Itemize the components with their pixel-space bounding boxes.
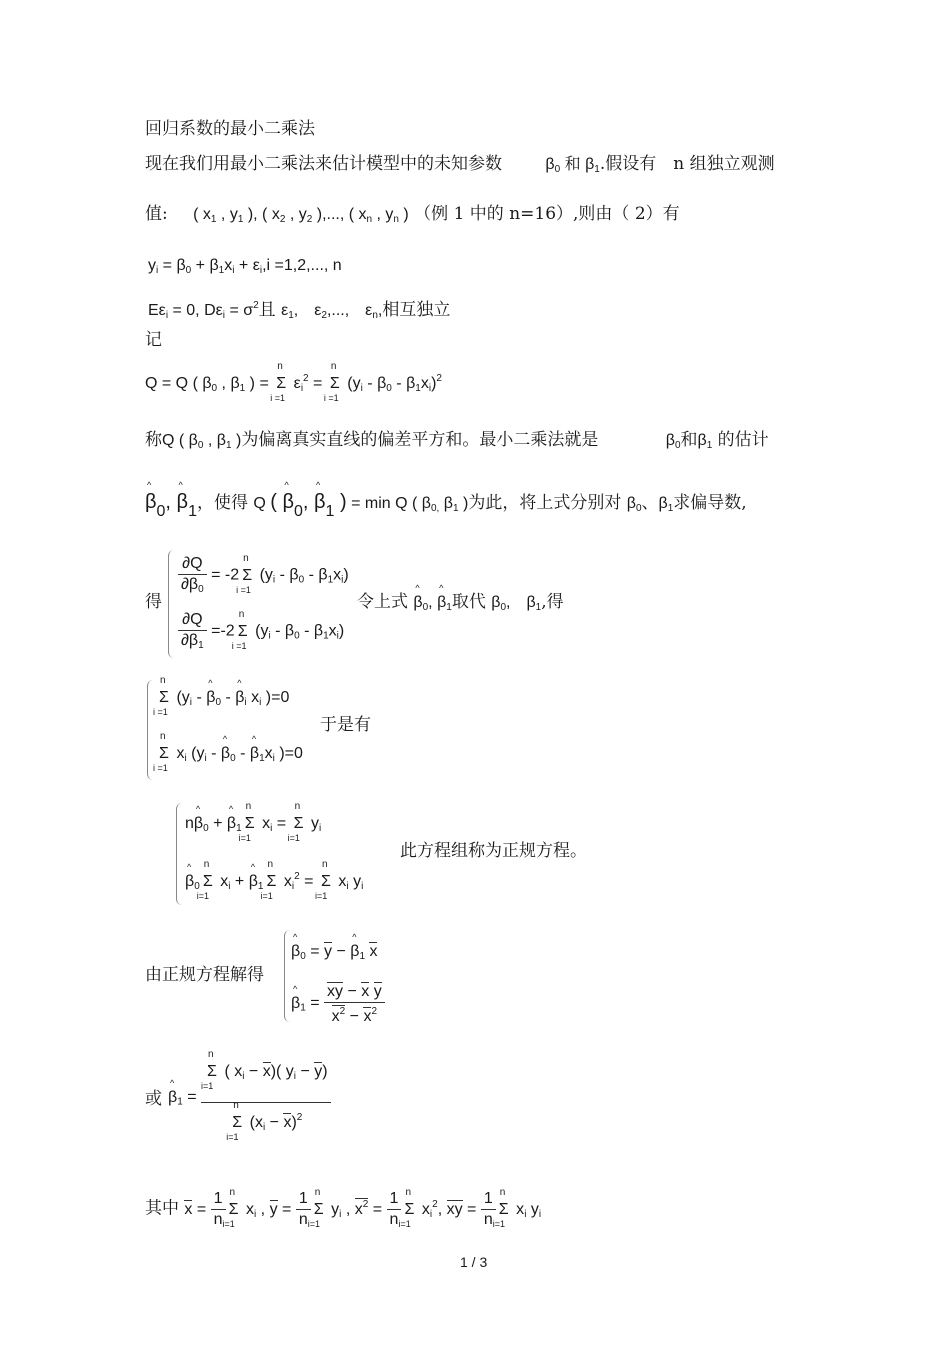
substitute-line: 令上式 ^ β0, ^ β1取代 β0, β1,得 — [357, 594, 564, 613]
q-definition: Q = Q ( β0 , β1 ) = n Σ i =1 $\varepsilon i^2$ = n Σ i =1 (yi - β0 - β1xi)$^2$ — [145, 361, 442, 403]
normal-eq-caption: 此方程组称为正规方程。 — [400, 841, 587, 861]
normal-eq1: n^ β0 + ^ β1 n Σ i=1 xi = n Σ i=1 yi — [185, 816, 321, 834]
normal-eq2: ^ β0 n Σ i=1 xi + ^ β1 n Σ i=1 $xi^2$ = n Σ i=1 xi yi — [185, 872, 363, 892]
intro-tail: .假设有 n 组独立观测 — [599, 154, 775, 174]
independent-text: 相互独立 — [382, 300, 451, 320]
beta1-alt: ^ β1 = n Σ i=1 ( xi − x)( yi − y) n Σ i=1 (xi − x)$^2$ — [168, 1062, 331, 1133]
zero-eq1: n Σ i =1 (yi - ^ β0 - ^ βi xi )=0 — [156, 690, 289, 708]
qudai-text: 取代 — [451, 592, 486, 612]
beta0-solution: ^ β0 = y − ^ β1 x — [291, 942, 377, 962]
model-index: ,i =1,2,..., n — [262, 257, 342, 274]
deviation-line: 称Q ( β0 , β1 )为偏离真实直线的偏差平方和。最小二乘法就是 β0和β1 的估计 — [145, 430, 769, 451]
definitions-line: 其中 x = $\frac{1}{n}$ n Σ i=1 xi , y = $\frac{1}{n}$ n Σ i=1 yi , $x^2$ = $\frac{1}{n}$ n Σ i=1 $xi^2$, xy = $\frac{1}{n}$ n Σ i=1 xi yi — [145, 1186, 542, 1229]
observations-formula: ( x1 , y1 ), ( x2 , y2 ),..., ( xn , yn ) — [193, 206, 409, 225]
jiede-text: 由正规方程解得 — [145, 965, 264, 985]
beta1-solution: ^ β1 = $\frac{\text{xy − x y}}{x^2 - x^2}$ — [291, 982, 385, 1025]
de2-text: ,得 — [541, 592, 564, 612]
huo-text: 或 — [145, 1089, 162, 1109]
yushi-text: 于是有 — [320, 715, 371, 735]
qizhong-text: 其中 — [145, 1198, 179, 1219]
ji-text: 记 — [145, 330, 162, 350]
observations-label: 值: — [145, 204, 168, 224]
cheng-text: 称 — [145, 430, 162, 450]
page-number: 1 / 3 — [460, 1254, 488, 1270]
cheng-mid-text: 为偏离真实直线的偏差平方和。最小二乘法就是 — [241, 430, 599, 450]
de-label: 得 — [145, 592, 162, 612]
observations-tail: （例 1 中的 n=16）,则由（ 2）有 — [414, 204, 680, 224]
weici-text: 为此，将上式分别对 — [468, 493, 622, 513]
error-assumptions: Eεi = 0, $D\varepsilon i = \sigma^2$且 ε1, ε2,..., εn,相互独立 — [148, 300, 451, 321]
model-equation: yi = β0 + β1xi + εi,i =1,2,..., n — [148, 257, 342, 276]
shide-text: ，使得 — [196, 493, 248, 513]
intro-text: 现在我们用最小二乘法来估计模型中的未知参数 — [145, 154, 502, 174]
cheng-tail-text: 的估计 — [717, 430, 769, 450]
lingshang-text: 令上式 — [357, 592, 408, 612]
estimator-line: ^ $\beta_0$, ^ $\beta_1$，使得 Q ( ^ $\beta_0$, ^ $\beta_1$ ) = min Q ( β0, β1 )为此，将上式分别对 β0、β1求偏导数, — [145, 492, 747, 520]
partial-beta0: $\frac{\partial Q}{\partial\beta 0}$ = -2 n Σ i =1 (yi - β0 - β1xi) — [178, 556, 349, 595]
observations-line — [145, 206, 680, 225]
intro-line — [145, 156, 775, 175]
zero-eq2: n Σ i =1 xi (yi - ^ β0 - ^ β1xi )=0 — [156, 746, 303, 764]
partial-beta1: $\frac{\partial Q}{\partial\beta 1}$ =-2 n Σ i =1 (yi - β0 - β1xi) — [178, 612, 344, 651]
min-text: min — [364, 495, 391, 512]
qiu-text: 求偏导数, — [673, 493, 747, 513]
beta-params: β0 和 β1 — [545, 156, 600, 175]
section-title: 回归系数的最小二乘法 — [145, 119, 315, 139]
